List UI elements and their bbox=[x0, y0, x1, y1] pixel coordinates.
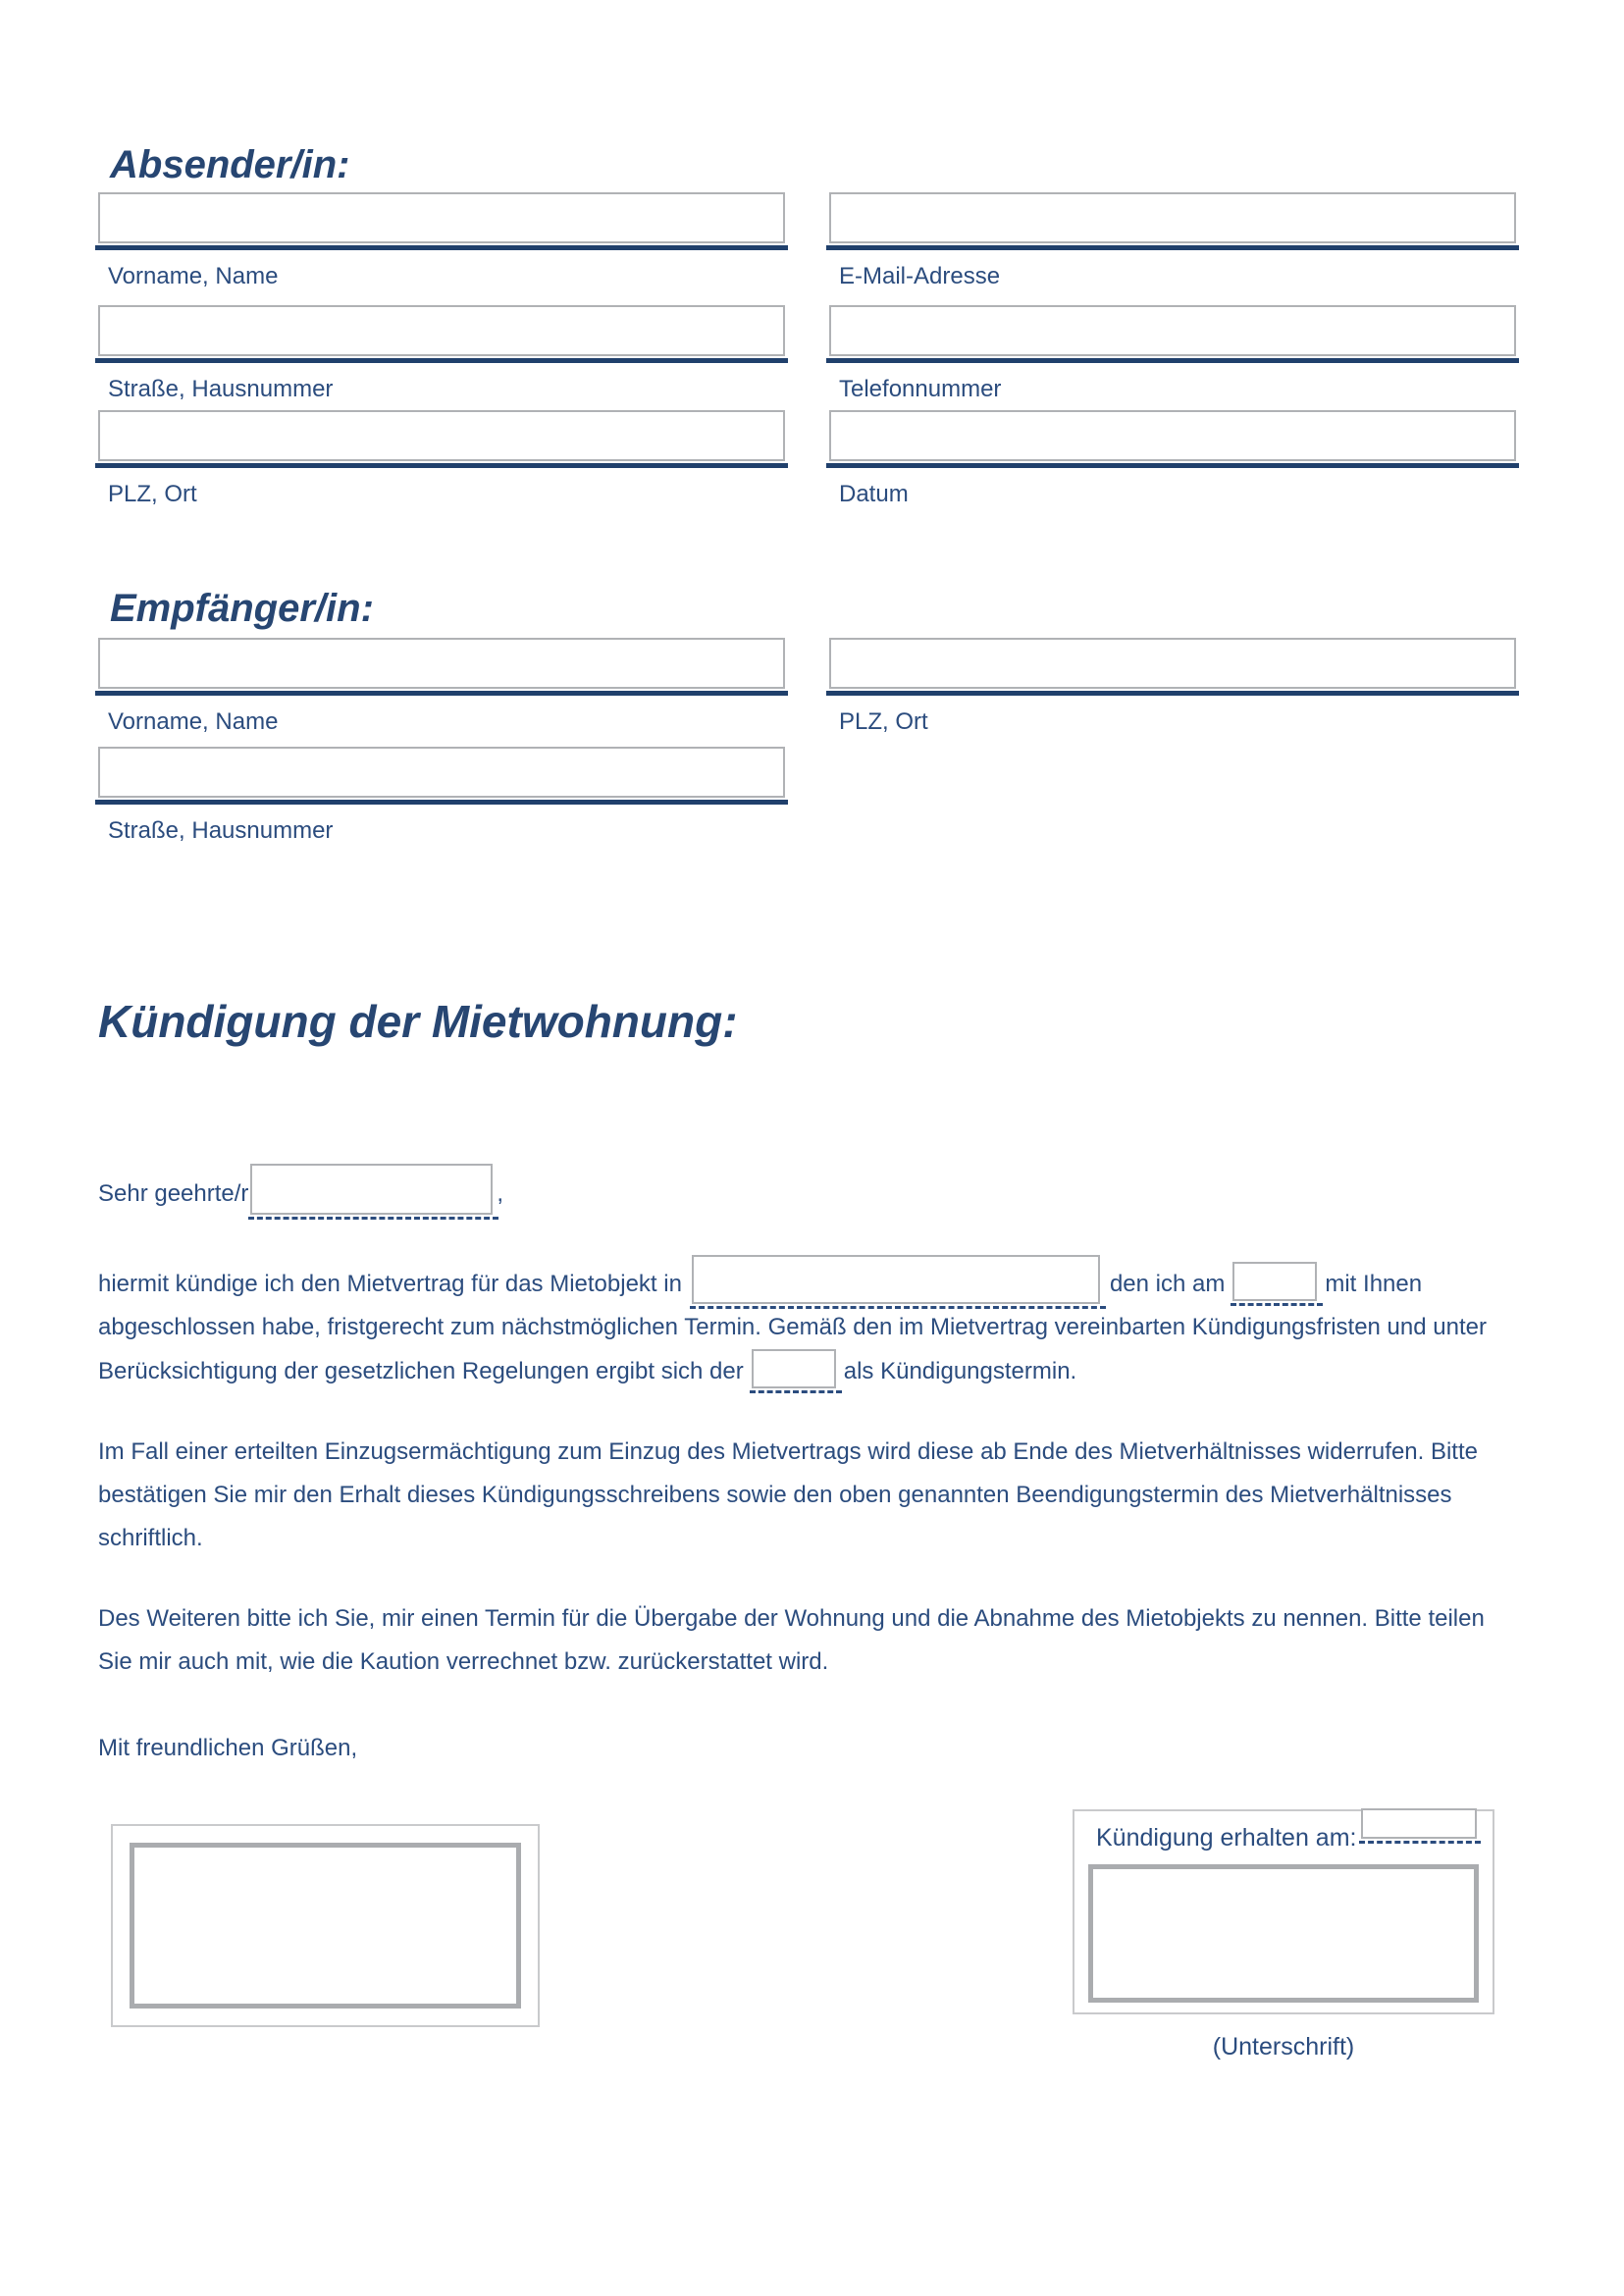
sender-street-field bbox=[98, 305, 785, 403]
field-rule bbox=[95, 358, 788, 363]
sender-section-heading: Absender/in: bbox=[110, 143, 350, 186]
signature-caption: (Unterschrift) bbox=[1212, 2033, 1355, 2061]
field-rule bbox=[826, 691, 1519, 696]
sender-date-input[interactable] bbox=[829, 410, 1516, 461]
recipient-street-field bbox=[98, 747, 785, 845]
field-label: PLZ, Ort bbox=[108, 481, 197, 507]
sender-city-input[interactable] bbox=[98, 410, 785, 461]
field-label: Vorname, Name bbox=[108, 263, 279, 289]
field-rule bbox=[826, 245, 1519, 250]
field-rule bbox=[95, 800, 788, 805]
received-box bbox=[1073, 1809, 1494, 2014]
received-date-blank-input[interactable] bbox=[1361, 1808, 1477, 1839]
field-rule bbox=[95, 691, 788, 696]
sender-email-field bbox=[829, 192, 1516, 290]
sender-name-field bbox=[98, 192, 785, 290]
recipient-section-heading: Empfänger/in: bbox=[110, 587, 374, 630]
sender-street-input[interactable] bbox=[98, 305, 785, 356]
recipient-city-input[interactable] bbox=[829, 638, 1516, 689]
paragraph-termination bbox=[98, 1255, 1521, 1393]
termination-date-blank-input[interactable] bbox=[752, 1349, 836, 1388]
field-label: Straße, Hausnummer bbox=[108, 376, 334, 402]
salutation-comma: , bbox=[497, 1180, 504, 1207]
sender-phone-field bbox=[829, 305, 1516, 403]
recipient-name-field bbox=[98, 638, 785, 736]
paragraph-text: mit Ihnen abgeschlossen habe, fristgerecht zum nächstmöglichen Termin. Gemäß den im Mietvertrag vereinbarten Kündigungsfristen und unter Berücksichtigung der gesetzlichen Regelungen ergibt sich der bbox=[98, 1271, 1487, 1384]
field-rule bbox=[826, 463, 1519, 468]
sender-signature-area[interactable] bbox=[130, 1843, 521, 2009]
field-rule bbox=[826, 358, 1519, 363]
field-label: Straße, Hausnummer bbox=[108, 817, 334, 844]
paragraph-einzugsermaechtigung: Im Fall einer erteilten Einzugsermächtigung zum Einzug des Mietvertrags wird diese ab Ende des Mietverhältnisses widerrufen. Bitte bestätigen Sie mir den Erhalt dieses Kündigungsschreibens sowie den oben genannten Beendigungstermin des Mietverhältnisses schriftlich. bbox=[98, 1438, 1478, 1551]
landlord-signature-area[interactable] bbox=[1088, 1864, 1479, 2003]
salutation-name-blank-input[interactable] bbox=[250, 1164, 493, 1215]
letter-body bbox=[98, 995, 1521, 1770]
field-label: Telefonnummer bbox=[839, 376, 1002, 402]
salutation-text: Sehr geehrte/r bbox=[98, 1180, 249, 1207]
mietobjekt-address-blank-input[interactable] bbox=[692, 1255, 1100, 1304]
sender-date-field bbox=[829, 410, 1516, 508]
field-label: Vorname, Name bbox=[108, 708, 279, 735]
received-label: Kündigung erhalten am: bbox=[1096, 1824, 1357, 1852]
field-label: E-Mail-Adresse bbox=[839, 263, 1001, 289]
sender-city-field bbox=[98, 410, 785, 508]
paragraph-text: als Kündigungstermin. bbox=[843, 1358, 1077, 1384]
paragraph-uebergabe: Des Weiteren bitte ich Sie, mir einen Termin für die Übergabe der Wohnung und die Abnahme des Mietobjekts zu nennen. Bitte teilen Sie mir auch mit, wie die Kaution verrechnet bzw. zurückerstattet wird. bbox=[98, 1605, 1485, 1675]
paragraph-text: hiermit kündige ich den Mietvertrag für das Mietobjekt in bbox=[98, 1271, 682, 1297]
field-label: Datum bbox=[839, 481, 909, 507]
sender-email-input[interactable] bbox=[829, 192, 1516, 243]
salutation-line bbox=[98, 1164, 1521, 1216]
paragraph-text: den ich am bbox=[1109, 1271, 1226, 1297]
closing-line: Mit freundlichen Grüßen, bbox=[98, 1735, 358, 1761]
field-label: PLZ, Ort bbox=[839, 708, 928, 735]
recipient-name-input[interactable] bbox=[98, 638, 785, 689]
sender-signature-box bbox=[111, 1824, 540, 2027]
recipient-city-field bbox=[829, 638, 1516, 736]
recipient-street-input[interactable] bbox=[98, 747, 785, 798]
field-rule bbox=[95, 463, 788, 468]
sender-name-input[interactable] bbox=[98, 192, 785, 243]
contract-date-blank-input[interactable] bbox=[1232, 1262, 1317, 1301]
field-rule bbox=[95, 245, 788, 250]
page-title: Kündigung der Mietwohnung: bbox=[98, 996, 738, 1047]
sender-phone-input[interactable] bbox=[829, 305, 1516, 356]
